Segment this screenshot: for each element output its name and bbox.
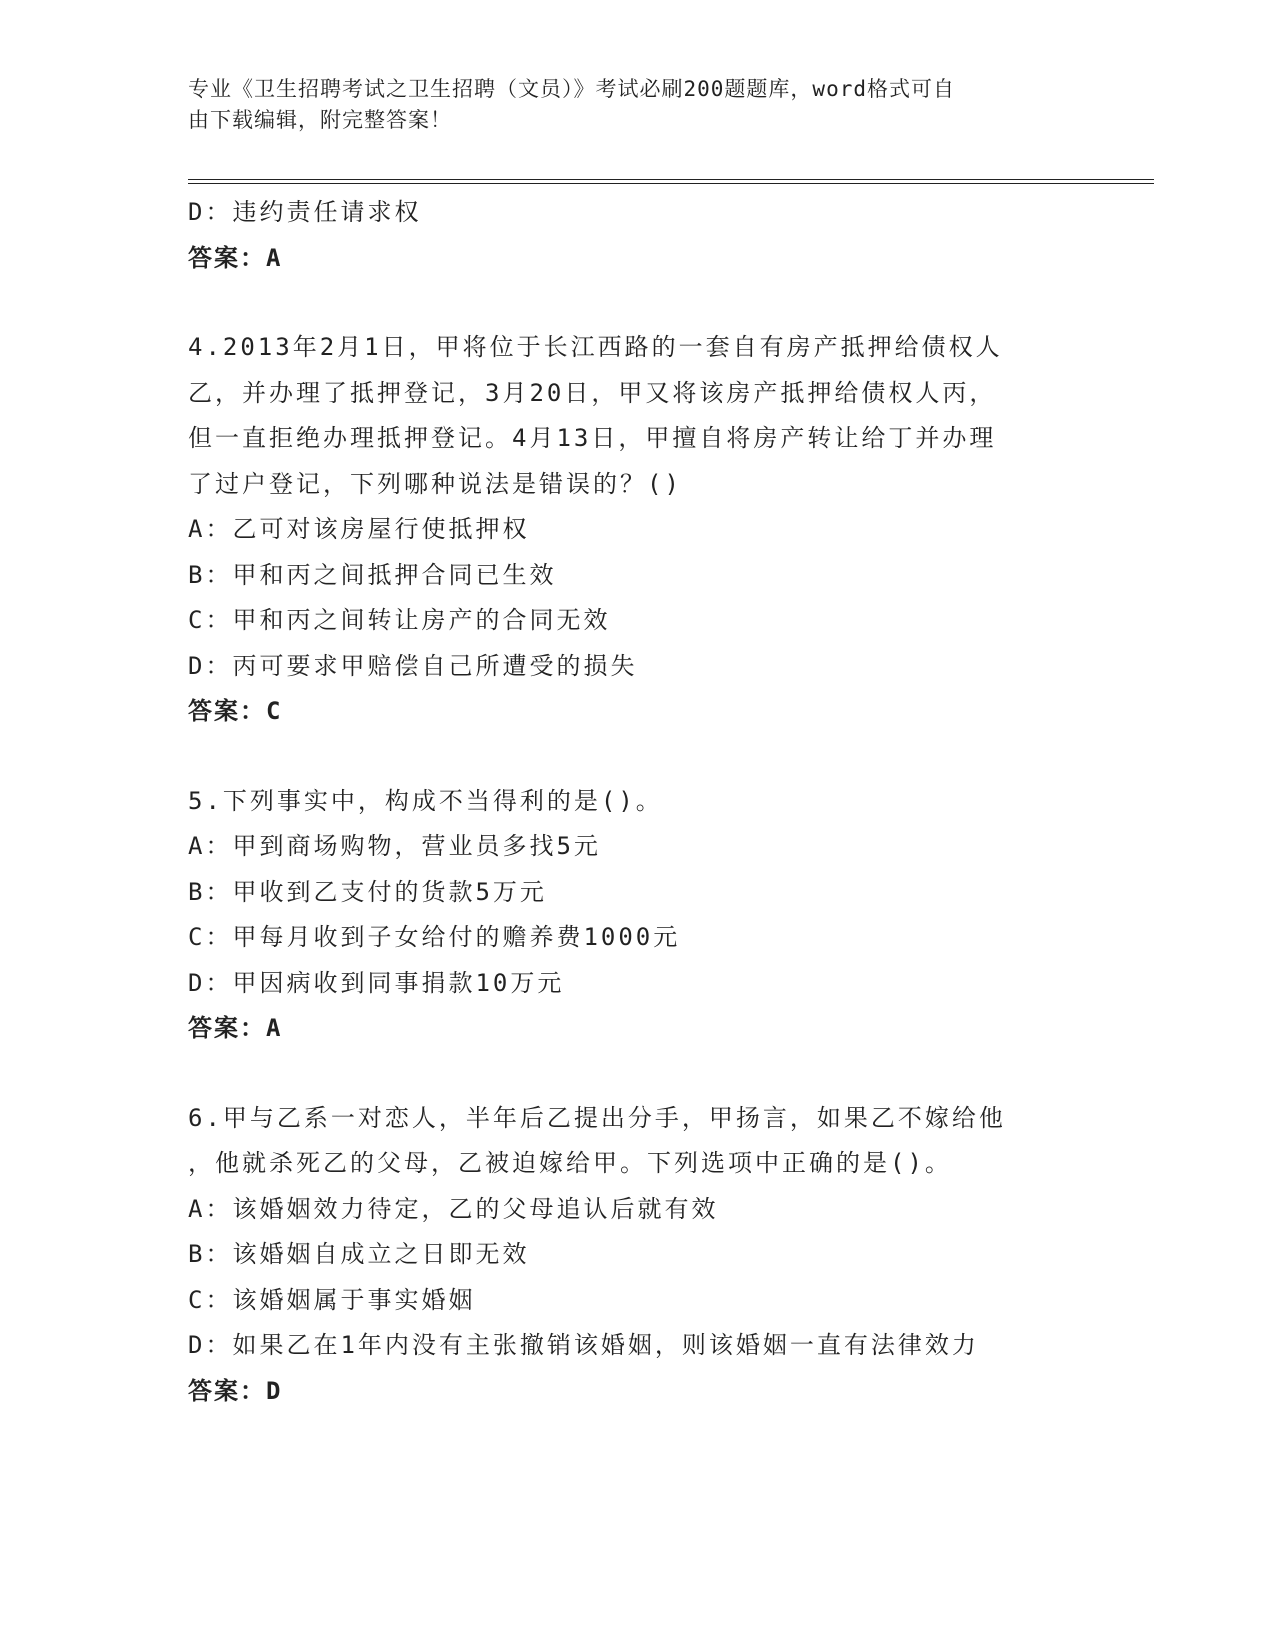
q5-option-d: D：甲因病收到同事捐款10万元 xyxy=(188,968,565,997)
q4-stem-line: 4.2013年2月1日，甲将位于长江西路的一套自有房产抵押给债权人 xyxy=(188,333,1003,361)
q4-stem-line: 但一直拒绝办理抵押登记。4月13日，甲擅自将房产转让给丁并办理 xyxy=(188,424,997,452)
question-spacer xyxy=(188,735,1148,779)
q5-option-c: C：甲每月收到子女给付的赡养费1000元 xyxy=(188,923,681,951)
header-divider-bottom xyxy=(188,183,1154,184)
q6-option-d: D：如果乙在1年内没有主张撤销该婚姻，则该婚姻一直有法律效力 xyxy=(188,1331,979,1359)
q4-option-d: D：丙可要求甲赔偿自己所遭受的损失 xyxy=(188,651,638,680)
q5-stem-line: 5.下列事实中，构成不当得利的是()。 xyxy=(188,786,663,815)
question-4 xyxy=(188,325,1148,735)
q5-option-a: A：甲到商场购物，营业员多找5元 xyxy=(188,832,601,860)
q4-option-b: B：甲和丙之间抵押合同已生效 xyxy=(188,560,557,589)
q4-option-c: C：甲和丙之间转让房产的合同无效 xyxy=(188,606,611,634)
q5-answer: 答案：A xyxy=(188,1014,283,1042)
q6-option-c: C：该婚姻属于事实婚姻 xyxy=(188,1285,476,1314)
q3-option-d: D：违约责任请求权 xyxy=(188,198,422,226)
q6-option-b: B：该婚姻自成立之日即无效 xyxy=(188,1240,530,1268)
q4-stem-line: 乙，并办理了抵押登记，3月20日，甲又将该房产抵押给债权人丙， xyxy=(188,378,997,407)
question-content xyxy=(188,190,1148,1414)
header-line-1: 专业《卫生招聘考试之卫生招聘（文员）》考试必刷200题题库，word格式可自 xyxy=(188,77,955,101)
question-3-tail xyxy=(188,190,1148,281)
q4-stem-line: 了过户登记，下列哪种说法是错误的？() xyxy=(188,469,682,498)
q4-answer: 答案：C xyxy=(188,697,283,725)
question-spacer xyxy=(188,1052,1148,1096)
q4-option-a: A：乙可对该房屋行使抵押权 xyxy=(188,515,530,543)
question-5 xyxy=(188,779,1148,1052)
q6-answer: 答案：D xyxy=(188,1376,283,1405)
q6-stem-line: ，他就杀死乙的父母，乙被迫嫁给甲。下列选项中正确的是()。 xyxy=(188,1149,952,1177)
question-spacer xyxy=(188,281,1148,325)
header-line-2: 由下载编辑，附完整答案！ xyxy=(188,108,452,132)
q6-stem-line: 6.甲与乙系一对恋人，半年后乙提出分手，甲扬言，如果乙不嫁给他 xyxy=(188,1103,1006,1132)
header-divider-top xyxy=(188,179,1154,180)
question-6 xyxy=(188,1096,1148,1415)
q3-answer: 答案：A xyxy=(188,243,283,272)
document-header xyxy=(188,74,1068,136)
q5-option-b: B：甲收到乙支付的货款5万元 xyxy=(188,877,547,906)
q6-option-a: A：该婚姻效力待定，乙的父母追认后就有效 xyxy=(188,1194,719,1223)
